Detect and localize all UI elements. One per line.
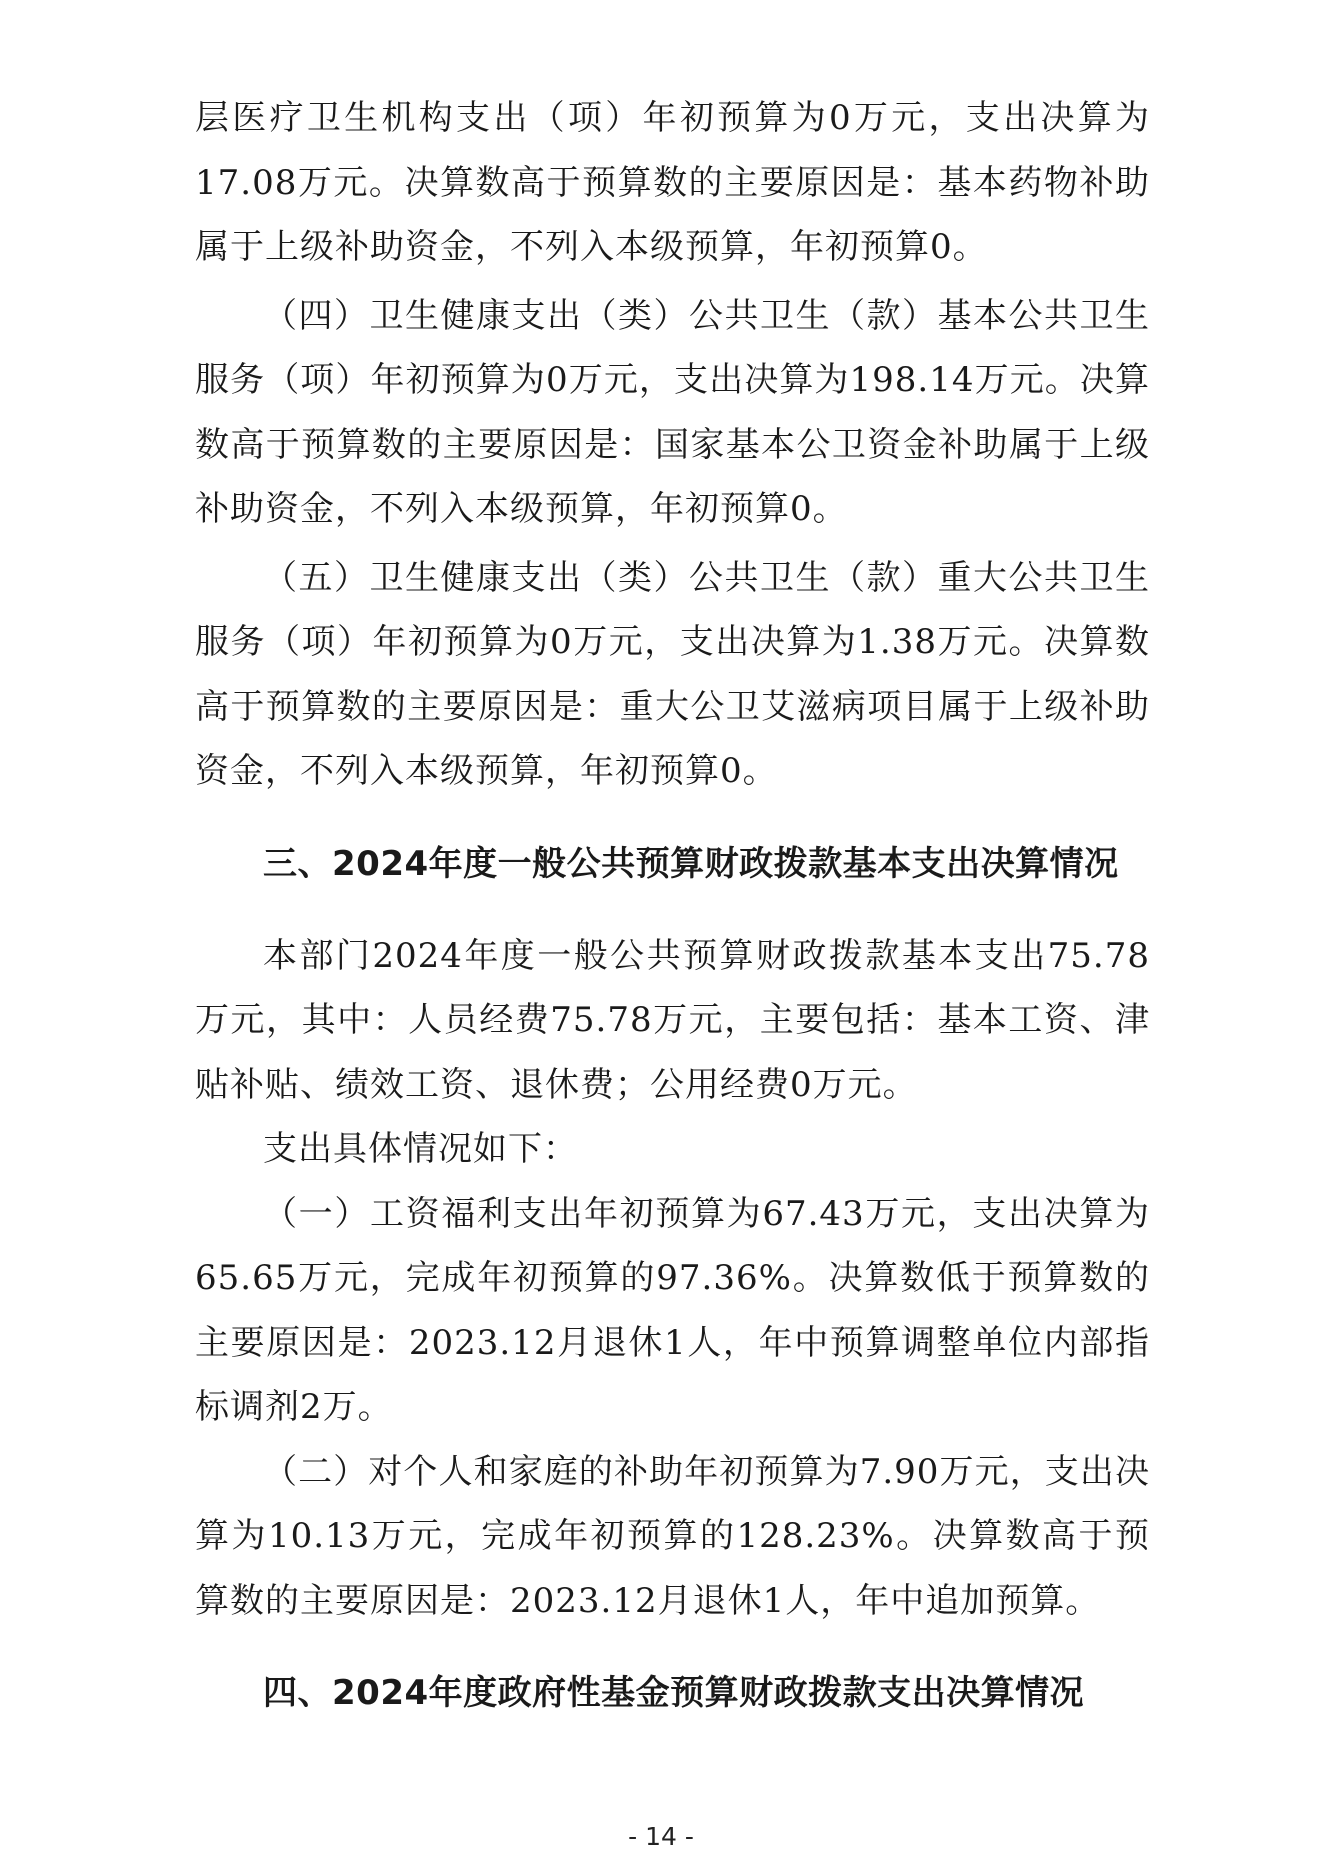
paragraph-salary-welfare: （一）工资福利支出年初预算为67.43万元，支出决算为65.65万元，完成年初预算的97.36%。决算数低于预算数的主要原因是：2023.12月退休1人，年中预算调整单位内部指标调剂2万。 [195, 1193, 1150, 1427]
paragraph-expenditure-details-intro: 支出具体情况如下： [263, 1129, 578, 1169]
section-heading-government-fund: 四、2024年度政府性基金预算财政拨款支出决算情况 [263, 1673, 1085, 1713]
paragraph-individual-family-subsidy: （二）对个人和家庭的补助年初预算为7.90万元，支出决算为10.13万元，完成年初预算的128.23%。决算数高于预算数的主要原因是：2023.12月退休1人，年中追加预算。 [195, 1451, 1150, 1621]
paragraph-continued-basic-medical: 层医疗卫生机构支出（项）年初预算为0万元，支出决算为17.08万元。决算数高于预算数的主要原因是：基本药物补助属于上级补助资金，不列入本级预算，年初预算0。 [195, 98, 1150, 267]
paragraph-basic-public-health: （四）卫生健康支出（类）公共卫生（款）基本公共卫生服务（项）年初预算为0万元，支出决算为198.14万元。决算数高于预算数的主要原因是：国家基本公卫资金补助属于上级补助资金，不列入本级预算，年初预算0。 [195, 295, 1150, 529]
page-content [195, 86, 1150, 1725]
section-heading-basic-expenditure: 三、2024年度一般公共预算财政拨款基本支出决算情况 [263, 843, 1119, 884]
page-number: - 14 - [628, 1822, 694, 1851]
paragraph-basic-expenditure-summary: 本部门2024年度一般公共预算财政拨款基本支出75.78万元，其中：人员经费75.78万元，主要包括：基本工资、津贴补贴、绩效工资、退休费；公用经费0万元。 [195, 935, 1150, 1105]
paragraph-major-public-health: （五）卫生健康支出（类）公共卫生（款）重大公共卫生服务（项）年初预算为0万元，支出决算为1.38万元。决算数高于预算数的主要原因是：重大公卫艾滋病项目属于上级补助资金，不列入本级预算，年初预算0。 [195, 557, 1150, 791]
